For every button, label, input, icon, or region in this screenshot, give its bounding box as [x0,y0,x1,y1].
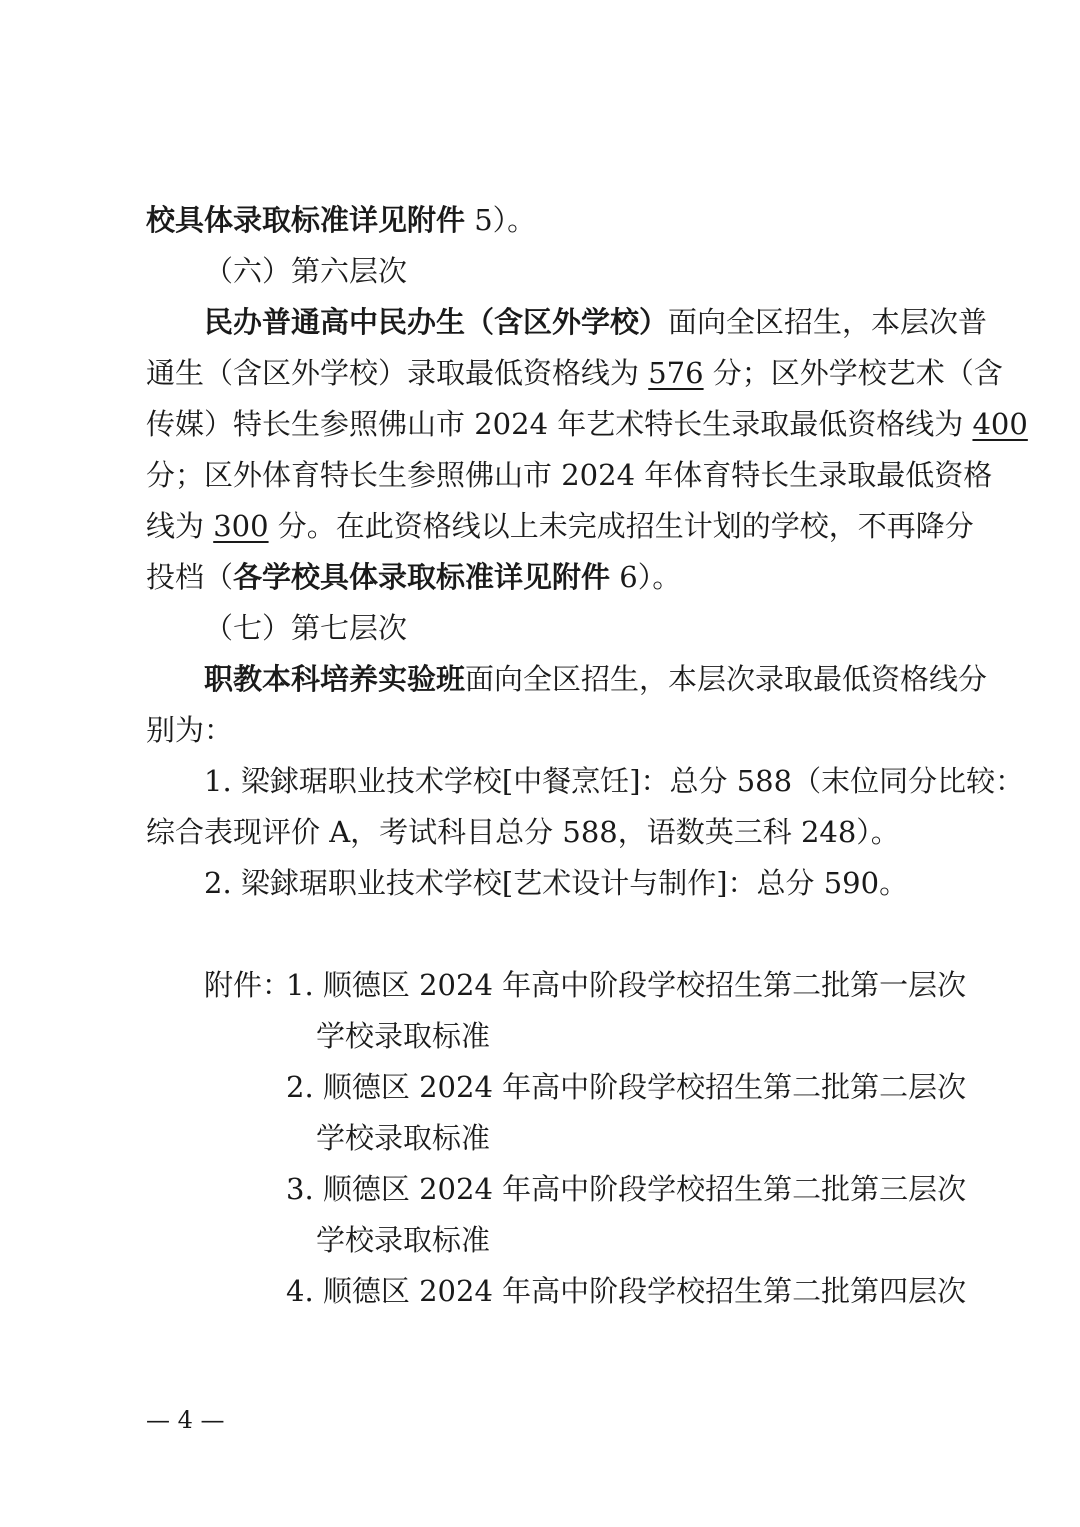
text-run: 6）。 [610,560,682,594]
attachment-item: 1. 顺德区 2024 年高中阶段学校招生第二批第一层次 [286,968,967,1002]
bold-subject: 职教本科培养实验班 [204,662,466,696]
score-underlined: 576 [648,356,704,390]
bold-reference: 各学校具体录取标准详见附件 [233,560,611,594]
text-run: 面向全区招生，本层次录取最低资格线分 [465,662,988,696]
page-number: — 4 — [146,1406,225,1434]
text-run: 5）。 [465,203,537,237]
paragraph-line [146,506,974,546]
attachment-item: 2. 顺德区 2024 年高中阶段学校招生第二批第二层次 [286,1070,967,1104]
attachment-item-continued: 学校录取标准 [316,1019,491,1053]
text-run: 通生（含区外学校）录取最低资格线为 [146,356,649,390]
text-run: 投档（ [146,560,234,594]
paragraph-line [146,404,1028,444]
paragraph-line [146,200,536,240]
paragraph-line [146,557,681,597]
bold-subject: 民办普通高中民办生（含区外学校） [204,305,669,339]
paragraph-line [204,659,988,699]
paragraph-line [204,302,988,342]
bold-reference: 校具体录取标准详见附件 [146,203,466,237]
attachment-item: 3. 顺德区 2024 年高中阶段学校招生第二批第三层次 [286,1172,967,1206]
section-heading-6: （六）第六层次 [204,254,408,288]
paragraph-line: 分；区外体育特长生参照佛山市 2024 年体育特长生录取最低资格 [146,458,993,492]
attachment-item-continued: 学校录取标准 [316,1223,491,1257]
text-run: 传媒）特长生参照佛山市 2024 年艺术特长生录取最低资格线为 [146,407,973,441]
text-run: 线为 [146,509,214,543]
attachments-label: 附件： [204,968,292,1002]
score-underlined: 300 [213,509,269,543]
text-run: 分。在此资格线以上未完成招生计划的学校，不再降分 [268,509,974,543]
paragraph-line: 别为： [146,713,234,747]
list-item-2: 2. 梁銶琚职业技术学校[艺术设计与制作]：总分 590。 [204,866,909,900]
text-run: 面向全区招生，本层次普 [668,305,988,339]
text-run: 分；区外学校艺术（含 [703,356,1003,390]
score-underlined: 400 [972,407,1028,441]
attachment-item: 4. 顺德区 2024 年高中阶段学校招生第二批第四层次 [286,1274,967,1308]
list-item-1: 1. 梁銶琚职业技术学校[中餐烹饪]：总分 588（末位同分比较： [204,764,1025,798]
section-heading-7: （七）第七层次 [204,611,408,645]
list-item-1-continued: 综合表现评价 A，考试科目总分 588，语数英三科 248）。 [146,815,900,849]
paragraph-line [146,353,1003,393]
attachment-item-continued: 学校录取标准 [316,1121,491,1155]
